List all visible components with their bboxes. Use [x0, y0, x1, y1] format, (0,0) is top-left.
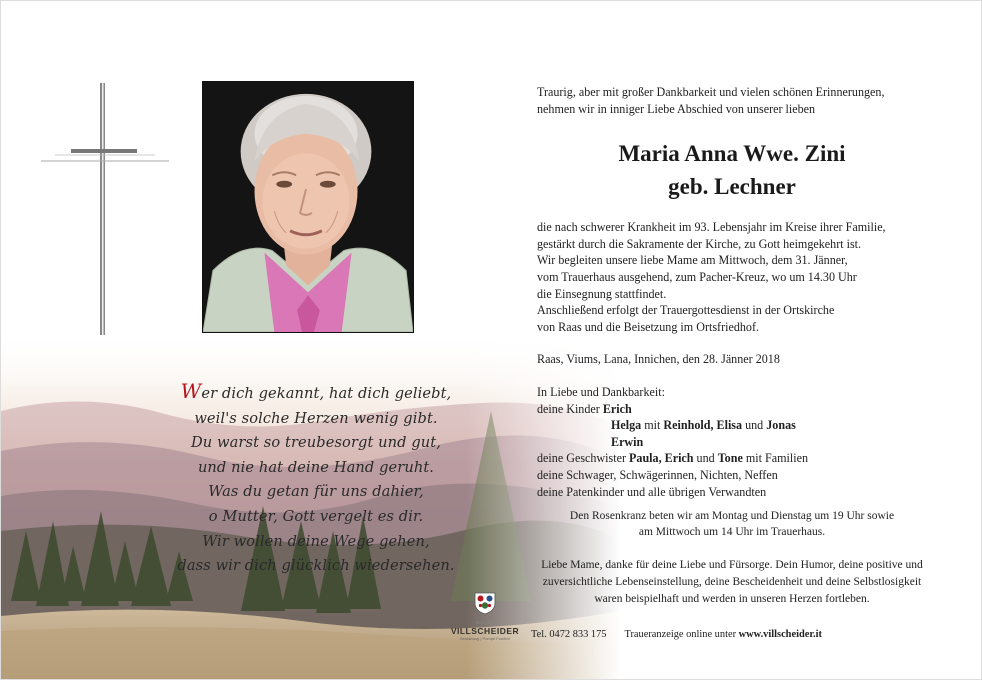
poem-initial: W — [180, 379, 202, 403]
announcement-line: die Einsegnung stattfindet. — [537, 286, 667, 301]
online-prefix: Traueranzeige online unter — [624, 629, 739, 640]
family-child-helga: Helga mit Reinhold, Elisa und Jonas — [611, 418, 796, 433]
poem-line: o Mutter, Gott vergelt es dir. — [208, 507, 424, 525]
announcement-line: Anschließend erfolgt der Trauergottesdienst in der Ortskirche — [537, 303, 835, 318]
family-children: deine Kinder Erich — [537, 401, 632, 416]
family-list — [537, 384, 947, 500]
logo-since: SEIT 1973 — [475, 620, 495, 625]
poem-line: und nie hat deine Hand geruht. — [197, 458, 435, 476]
phone-number: Tel. 0472 833 175 — [531, 629, 607, 640]
rosary-notice: Den Rosenkranz beten wir am Montag und Dienstag um 19 Uhr sowie am Mittwoch um 14 Uhr im Trauerhaus. — [569, 510, 895, 538]
poem-line: Wir wollen deine Wege gehen, — [202, 532, 430, 550]
poem-line: Was du getan für uns dahier, — [208, 483, 424, 501]
family-inlaws: deine Schwager, Schwägerinnen, Nichten, Neffen — [537, 467, 778, 482]
cross-icon — [41, 83, 169, 335]
family-siblings: deine Geschwister Paula, Erich und Tone mit Familien — [537, 451, 808, 466]
website-link[interactable]: www.villscheider.it — [738, 629, 822, 640]
footer-contact — [531, 629, 822, 640]
family-child-erwin: Erwin — [611, 434, 644, 449]
full-name: Maria Anna Wwe. Zini — [618, 141, 846, 167]
poem-line: weil's solche Herzen wenig gibt. — [194, 409, 438, 427]
deceased-name — [537, 137, 927, 203]
logo-subtitle: Bestattung | Pompe Funebri — [460, 636, 510, 641]
coat-of-arms-icon — [472, 591, 498, 615]
place-date: Raas, Viums, Lana, Innichen, den 28. Jänner 2018 — [537, 352, 780, 367]
announcement-line: von Raas und die Beisetzung im Ortsfriedhof. — [537, 319, 760, 334]
birth-name: geb. Lechner — [668, 174, 796, 200]
announcement-text — [537, 219, 947, 335]
announcement-line: gestärkt durch die Sakramente der Kirche, zu Gott heimgekehrt ist. — [537, 236, 862, 251]
intro-text: Traurig, aber mit großer Dankbarkeit und vielen schönen Erinnerungen, nehmen wir in inniger Liebe Abschied von unserer lieben — [537, 85, 885, 116]
funeral-home-logo — [445, 591, 525, 643]
poem-line: dass wir dich glücklich wiedersehen. — [177, 557, 455, 575]
family-opening: In Liebe und Dankbarkeit: — [537, 384, 665, 399]
announcement-line: Wir begleiten unsere liebe Mame am Mittwoch, dem 31. Jänner, — [537, 253, 848, 268]
poem-line: Wer dich gekannt, hat dich geliebt, — [180, 379, 452, 403]
announcement-line: die nach schwerer Krankheit im 93. Lebensjahr im Kreise ihrer Familie, — [537, 220, 886, 235]
portrait-photo — [202, 81, 414, 333]
logo-name: VILLSCHEIDER — [450, 626, 520, 636]
poem-line: Du warst so treubesorgt und gut, — [191, 434, 441, 452]
announcement-line: vom Trauerhaus ausgehend, zum Pacher-Kreuz, wo um 14.30 Uhr — [537, 269, 857, 284]
obituary-text — [537, 84, 947, 607]
thanks-message: Liebe Mame, danke für deine Liebe und Fürsorge. Dein Humor, deine positive und zuversichtliche Lebenseinstellung, deine Bescheidenheit und deine Selbstlosigkeit waren beispielhaft und werden in unseren Herzen fortleben. — [541, 559, 923, 605]
family-godchildren: deine Patenkinder und alle übrigen Verwandten — [537, 484, 767, 499]
memorial-poem — [161, 379, 471, 579]
